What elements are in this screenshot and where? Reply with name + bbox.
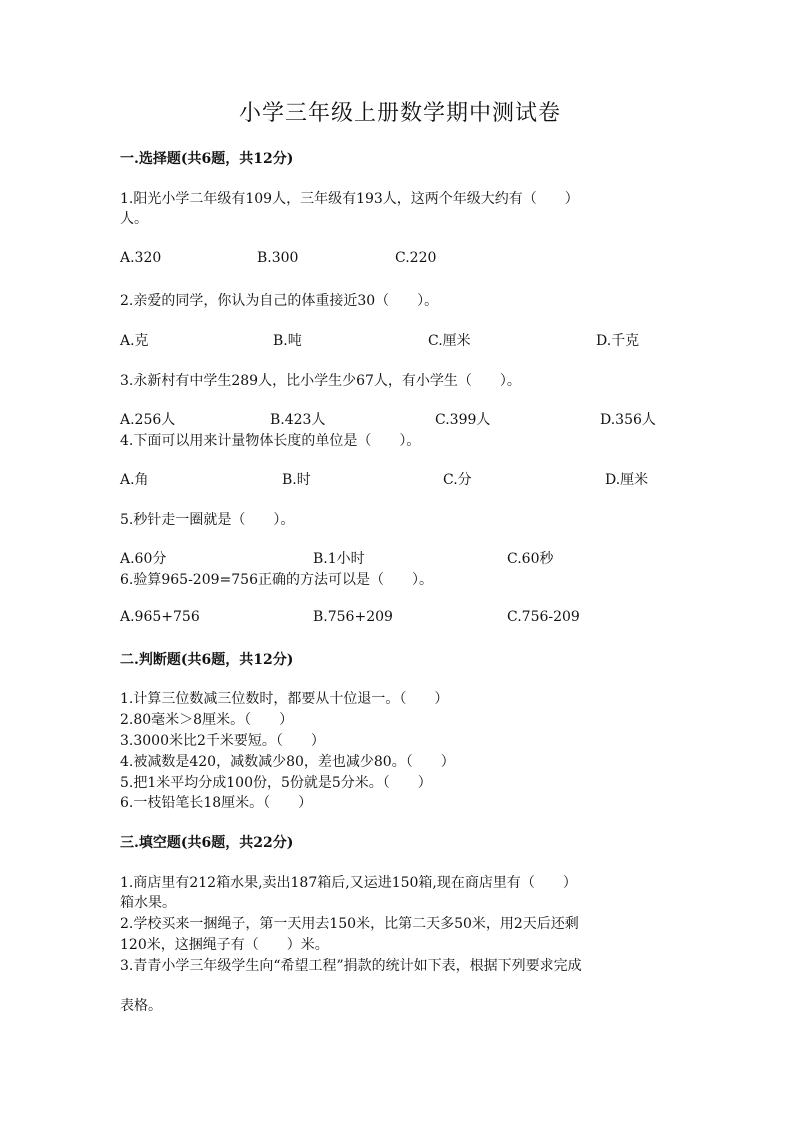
question-3-stem: 3.永新村有中学生289人，比小学生少67人，有小学生（ ）。: [120, 373, 521, 389]
question-1-option-a: A.320: [120, 250, 162, 266]
section-heading-fill: 三.填空题(共6题，共22分): [120, 835, 294, 851]
question-6-option-a: A.965+756: [120, 609, 200, 625]
page-title: 小学三年级上册数学期中测试卷: [238, 101, 561, 126]
question-5-stem: 5.秒针走一圈就是（ ）。: [120, 512, 295, 528]
question-4-stem: 4.下面可以用来计量物体长度的单位是（ ）。: [120, 433, 421, 449]
question-3-option-b: B.423人: [270, 412, 326, 428]
question-6-option-c: C.756-209: [507, 609, 580, 625]
question-5-option-c: C.60秒: [507, 551, 554, 567]
question-2-option-c: C.厘米: [428, 333, 471, 349]
fill-item-3-cont: 表格。: [120, 998, 162, 1014]
fill-item-2-cont: 120米，这捆绳子有（ ）米。: [120, 937, 329, 953]
section-heading-choice: 一.选择题(共6题，共12分): [120, 151, 294, 167]
fill-item-2: 2.学校买来一捆绳子，第一天用去150米，比第二天多50米，用2天后还剩: [120, 916, 579, 932]
judge-item-6: 6.一枝铅笔长18厘米。（ ）: [120, 795, 313, 811]
judge-item-3: 3.3000米比2千米要短。（ ）: [120, 733, 325, 749]
question-5-option-b: B.1小时: [313, 551, 365, 567]
fill-item-1: 1.商店里有212箱水果,卖出187箱后,又运进150箱,现在商店里有（ ）: [120, 875, 577, 891]
judge-item-2: 2.80毫米＞8厘米。（ ）: [120, 712, 294, 728]
judge-item-5: 5.把1米平均分成100份，5份就是5分米。（ ）: [120, 775, 432, 791]
question-2-stem: 2.亲爱的同学，你认为自己的体重接近30（ ）。: [120, 293, 439, 309]
question-3-option-d: D.356人: [600, 412, 656, 428]
judge-item-1: 1.计算三位数减三位数时，都要从十位退一。（ ）: [120, 691, 449, 707]
question-4-option-c: C.分: [443, 472, 472, 488]
fill-item-3: 3.青青小学三年级学生向“希望工程”捐款的统计如下表，根据下列要求完成: [120, 958, 582, 974]
question-1-stem: 1.阳光小学二年级有109人，三年级有193人，这两个年级大约有（ ）: [120, 191, 579, 207]
question-1-option-b: B.300: [257, 250, 299, 266]
question-2-option-d: D.千克: [596, 333, 640, 349]
question-2-option-a: A.克: [120, 333, 149, 349]
question-4-option-b: B.时: [282, 472, 311, 488]
question-1-stem-cont: 人。: [120, 211, 148, 227]
question-6-option-b: B.756+209: [313, 609, 393, 625]
section-heading-judge: 二.判断题(共6题，共12分): [120, 652, 294, 668]
judge-item-4: 4.被减数是420，减数减少80，差也减少80。（ ）: [120, 754, 455, 770]
fill-item-1-cont: 箱水果。: [120, 895, 176, 911]
question-2-option-b: B.吨: [273, 333, 302, 349]
question-1-option-c: C.220: [395, 250, 437, 266]
question-3-option-c: C.399人: [435, 412, 491, 428]
question-4-option-d: D.厘米: [605, 472, 649, 488]
question-3-option-a: A.256人: [120, 412, 176, 428]
question-5-option-a: A.60分: [120, 551, 167, 567]
question-4-option-a: A.角: [120, 472, 149, 488]
question-6-stem: 6.验算965-209=756正确的方法可以是（ ）。: [120, 572, 433, 588]
